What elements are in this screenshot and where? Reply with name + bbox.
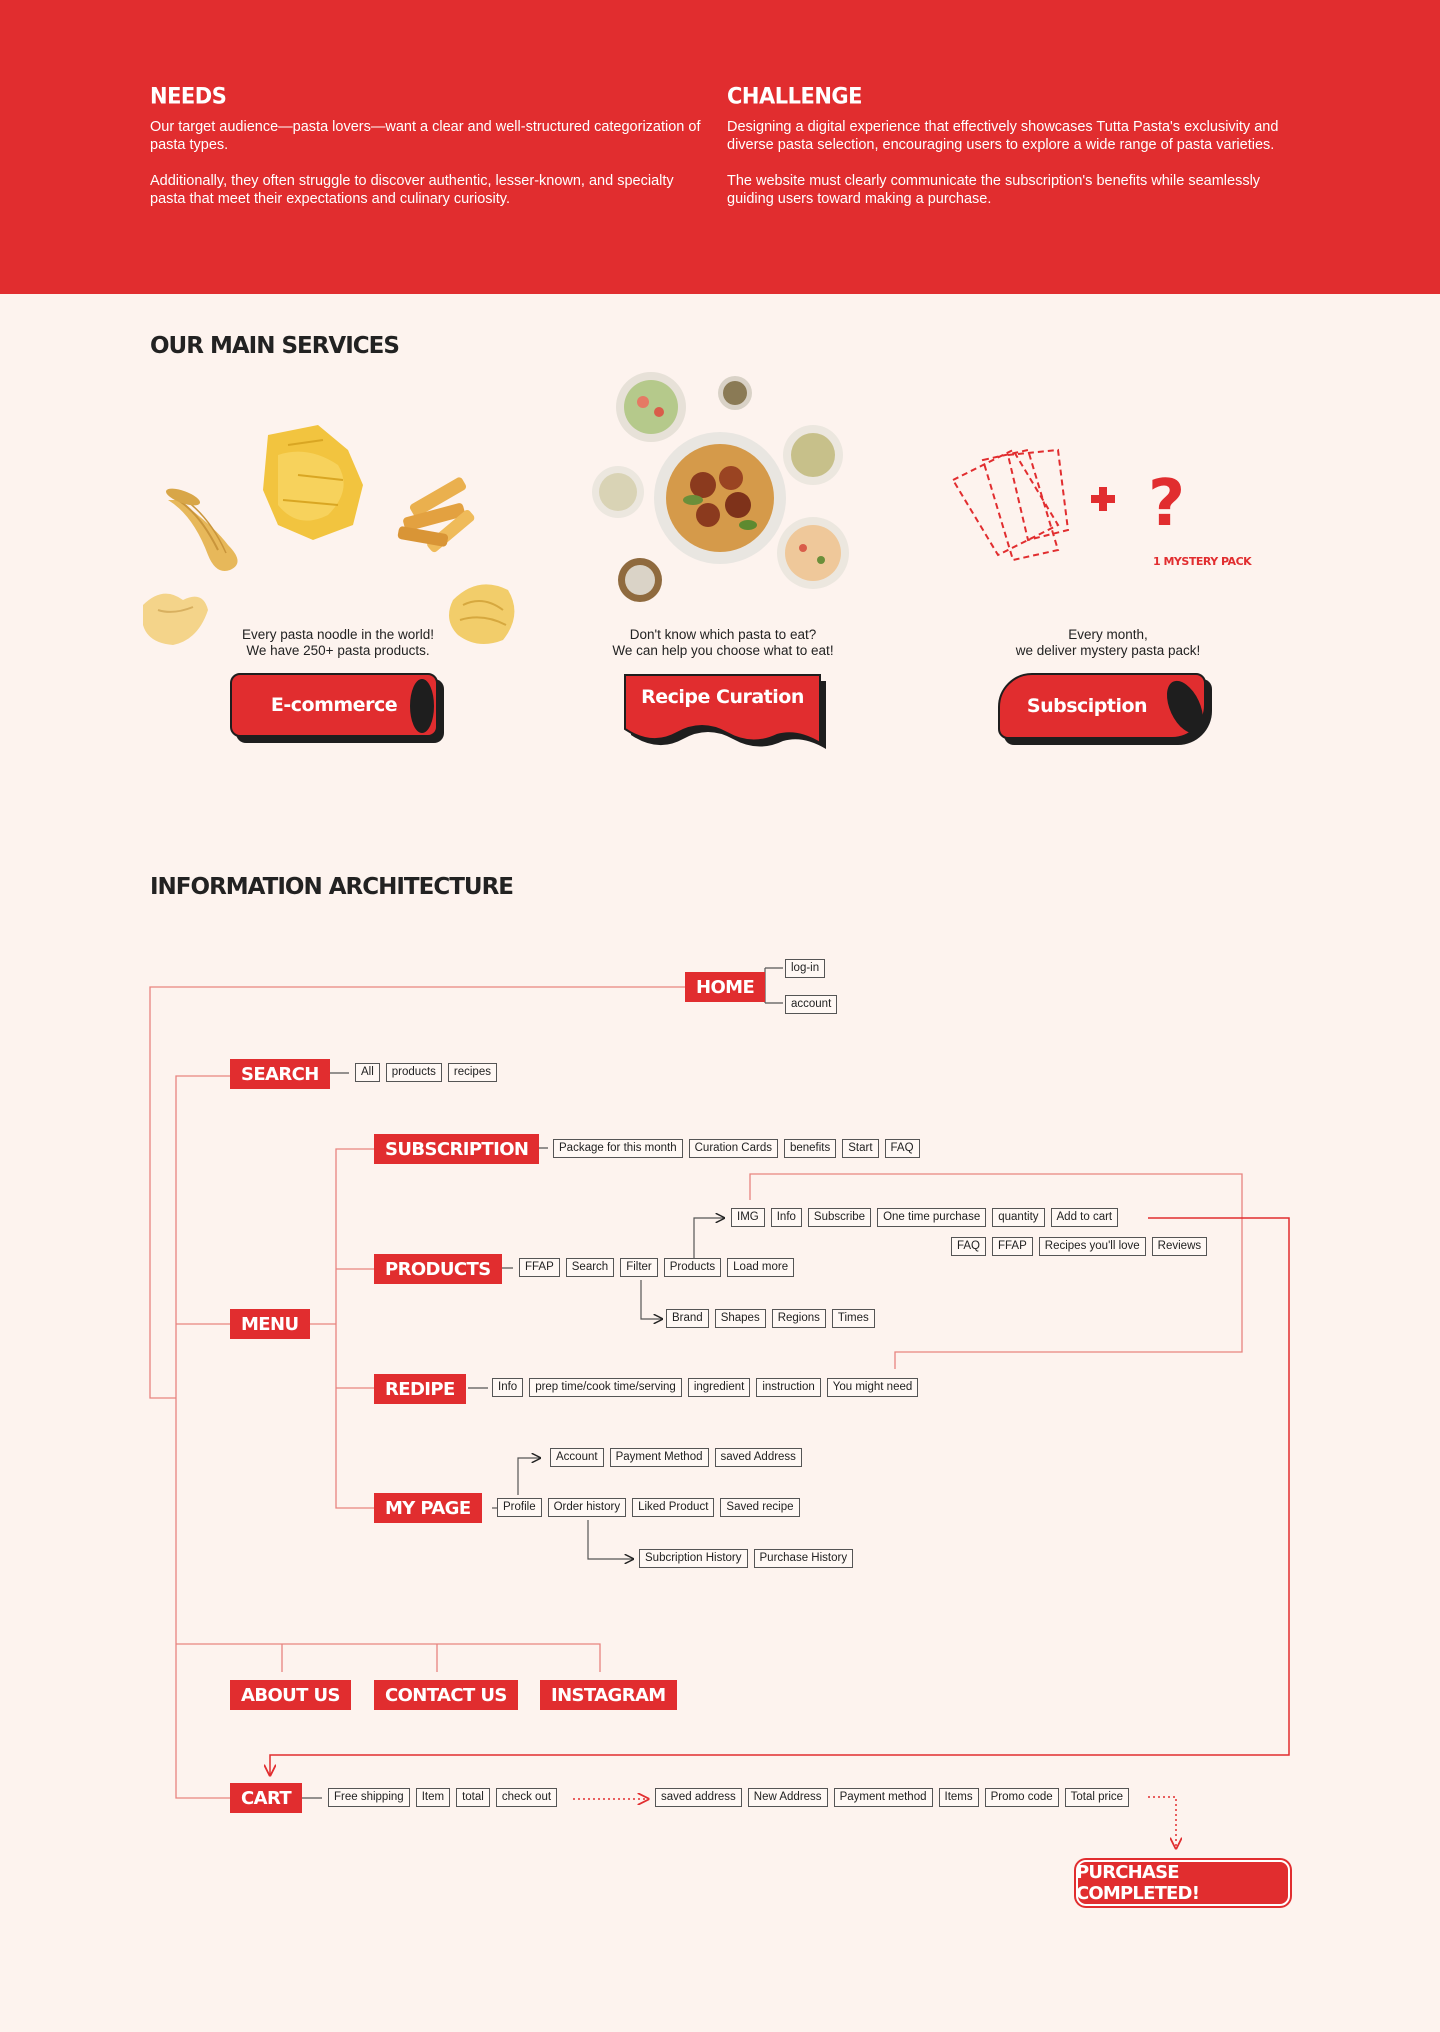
- products-products-item[interactable]: Products: [664, 1258, 721, 1277]
- mypage-profile-item[interactable]: Profile: [497, 1498, 542, 1517]
- search-items: [355, 1063, 497, 1082]
- challenge-block: [727, 84, 1307, 226]
- history-subscription-item[interactable]: Subcription History: [639, 1549, 748, 1568]
- product-reviews-item[interactable]: Reviews: [1152, 1237, 1207, 1256]
- mypage-order-history-item[interactable]: Order history: [548, 1498, 626, 1517]
- plus-icon: [1091, 487, 1115, 511]
- checkout-items: [655, 1788, 1129, 1807]
- product-quantity-item[interactable]: quantity: [992, 1208, 1044, 1227]
- filter-regions-item[interactable]: Regions: [772, 1309, 826, 1328]
- subscription-curation-cards-item[interactable]: Curation Cards: [689, 1139, 778, 1158]
- mystery-pack-illustration: [948, 415, 1268, 645]
- subscription-button-label: Subsciption: [998, 673, 1206, 739]
- filter-brand-item[interactable]: Brand: [666, 1309, 709, 1328]
- profile-account-item[interactable]: Account: [550, 1448, 604, 1467]
- mypage-items: [497, 1498, 800, 1517]
- ravioli-bowl-image: [592, 466, 644, 518]
- product-one-time-purchase-item[interactable]: One time purchase: [877, 1208, 986, 1227]
- ia-my-page[interactable]: MY PAGE: [374, 1493, 482, 1523]
- subscription-caption-line-1: Every month,: [1068, 627, 1148, 642]
- subscription-caption-line-2: we deliver mystery pasta pack!: [1015, 643, 1201, 658]
- service-subscription: [918, 375, 1298, 755]
- cart-checkout-item[interactable]: check out: [496, 1788, 557, 1807]
- sauce-bowl-image: [718, 376, 752, 410]
- subscription-items: [553, 1139, 920, 1158]
- checkout-new-address-item[interactable]: New Address: [748, 1788, 828, 1807]
- filter-times-item[interactable]: Times: [832, 1309, 875, 1328]
- mypage-saved-recipe-item[interactable]: Saved recipe: [720, 1498, 799, 1517]
- recipe-instruction-item[interactable]: instruction: [756, 1378, 820, 1397]
- products-ffap-item[interactable]: FFAP: [519, 1258, 560, 1277]
- mypage-liked-product-item[interactable]: Liked Product: [632, 1498, 714, 1517]
- purchase-completed-label: PURCHASE COMPLETED!: [1076, 1862, 1200, 1904]
- ia-search[interactable]: SEARCH: [230, 1059, 330, 1089]
- mystery-pack-cards: [953, 450, 1068, 560]
- product-ffap-item[interactable]: FFAP: [992, 1237, 1033, 1256]
- product-faq-item[interactable]: FAQ: [951, 1237, 986, 1256]
- checkout-total-price-item[interactable]: Total price: [1065, 1788, 1129, 1807]
- ia-title: INFORMATION ARCHITECTURE: [150, 874, 514, 900]
- dishes-illustration: [563, 370, 863, 620]
- product-img-item[interactable]: IMG: [731, 1208, 765, 1227]
- subscription-benefits-item[interactable]: benefits: [784, 1139, 836, 1158]
- ecommerce-caption-line-1: Every pasta noodle in the world!: [241, 627, 435, 642]
- recipe-caption-line-2: We can help you choose what to eat!: [612, 643, 834, 658]
- pasta-salad-bowl-image: [777, 517, 849, 589]
- recipe-you-might-need-item[interactable]: You might need: [827, 1378, 919, 1397]
- main-dish-image: [654, 432, 786, 564]
- ia-cart[interactable]: CART: [230, 1783, 302, 1813]
- history-purchase-item[interactable]: Purchase History: [754, 1549, 854, 1568]
- ecommerce-caption: [148, 627, 528, 659]
- recipe-info-item[interactable]: Info: [492, 1378, 523, 1397]
- needs-challenge-banner: [0, 0, 1440, 294]
- salad-bowl-image: [616, 372, 686, 442]
- product-add-to-cart-item[interactable]: Add to cart: [1051, 1208, 1119, 1227]
- mystery-pack-label: 1 MYSTERY PACK: [1153, 555, 1252, 568]
- services-title: OUR MAIN SERVICES: [150, 333, 399, 359]
- checkout-saved-address-item[interactable]: saved address: [655, 1788, 742, 1807]
- recipe-ingredient-item[interactable]: ingredient: [688, 1378, 751, 1397]
- profile-saved-address-item[interactable]: saved Address: [715, 1448, 802, 1467]
- ia-menu[interactable]: MENU: [230, 1309, 310, 1339]
- ecommerce-button-label: E-commerce: [230, 673, 438, 737]
- rice-bowl-image: [618, 558, 662, 602]
- recipe-caption: [533, 627, 913, 659]
- home-account-item[interactable]: account: [785, 995, 837, 1014]
- checkout-promo-code-item[interactable]: Promo code: [985, 1788, 1059, 1807]
- needs-title: NEEDS: [150, 83, 227, 109]
- needs-block: [150, 84, 710, 226]
- cart-total-item[interactable]: total: [456, 1788, 490, 1807]
- product-detail-secondary-items: [951, 1237, 1207, 1256]
- spaghetti-bundle-image: [164, 485, 237, 571]
- mypage-history-items: [639, 1549, 853, 1568]
- service-recipe-curation: [533, 375, 913, 755]
- product-recipes-item[interactable]: Recipes you'll love: [1039, 1237, 1146, 1256]
- needs-paragraph-1: Our target audience—pasta lovers—want a clear and well-structured categorization of pasta types.: [150, 119, 701, 153]
- cart-items: [328, 1788, 557, 1807]
- recipe-curation-button-label: Recipe Curation: [641, 686, 804, 708]
- search-products-item[interactable]: products: [386, 1063, 442, 1082]
- pasta-illustration: [138, 405, 518, 655]
- needs-paragraph-2: Additionally, they often struggle to discover authentic, lesser-known, and specialty pasta that meet their expectations and culinary curiosity.: [150, 173, 674, 207]
- ia-home[interactable]: HOME: [685, 972, 765, 1002]
- home-login-item[interactable]: log-in: [785, 959, 825, 978]
- subscription-start-item[interactable]: Start: [842, 1139, 878, 1158]
- ia-about-us[interactable]: ABOUT US: [230, 1680, 351, 1710]
- products-items: [519, 1258, 794, 1277]
- recipe-items: [492, 1378, 918, 1397]
- ia-products[interactable]: PRODUCTS: [374, 1254, 502, 1284]
- question-mark-icon: ?: [1148, 467, 1186, 541]
- subscription-package-item[interactable]: Package for this month: [553, 1139, 683, 1158]
- products-load-more-item[interactable]: Load more: [727, 1258, 794, 1277]
- products-filter-item[interactable]: Filter: [620, 1258, 658, 1277]
- recipe-time-item[interactable]: prep time/cook time/serving: [529, 1378, 682, 1397]
- ia-contact-us[interactable]: CONTACT US: [374, 1680, 518, 1710]
- ia-recipe[interactable]: REDIPE: [374, 1374, 466, 1404]
- ia-subscription[interactable]: SUBSCRIPTION: [374, 1134, 539, 1164]
- gnocchi-bowl-image: [783, 425, 843, 485]
- subscription-caption: [918, 627, 1298, 659]
- product-subscribe-item[interactable]: Subscribe: [808, 1208, 871, 1227]
- service-ecommerce: [148, 375, 528, 755]
- cart-item-item[interactable]: Item: [416, 1788, 450, 1807]
- filter-shapes-item[interactable]: Shapes: [715, 1309, 766, 1328]
- challenge-paragraph-2: The website must clearly communicate the subscription's benefits while seamlessly guiding users toward making a purchase.: [727, 173, 1261, 207]
- challenge-title: CHALLENGE: [727, 83, 863, 109]
- product-info-item[interactable]: Info: [771, 1208, 802, 1227]
- search-recipes-item[interactable]: recipes: [448, 1063, 497, 1082]
- recipe-caption-line-1: Don't know which pasta to eat?: [629, 627, 817, 642]
- profile-payment-method-item[interactable]: Payment Method: [610, 1448, 709, 1467]
- tube-end-icon: [410, 679, 434, 733]
- ecommerce-caption-line-2: We have 250+ pasta products.: [246, 643, 430, 658]
- product-detail-items: [731, 1208, 1118, 1227]
- pappardelle-pile-image: [263, 425, 363, 540]
- products-search-item[interactable]: Search: [566, 1258, 614, 1277]
- search-all-item[interactable]: All: [355, 1063, 380, 1082]
- checkout-items-item[interactable]: Items: [939, 1788, 979, 1807]
- penne-pile-image: [397, 476, 476, 554]
- mypage-profile-items: [550, 1448, 802, 1467]
- checkout-payment-method-item[interactable]: Payment method: [834, 1788, 933, 1807]
- ia-instagram[interactable]: INSTAGRAM: [540, 1680, 677, 1710]
- challenge-paragraph-1: Designing a digital experience that effectively showcases Tutta Pasta's exclusivity and diverse pasta selection, encouraging users to explore a wide range of pasta varieties.: [727, 119, 1279, 153]
- cart-free-shipping-item[interactable]: Free shipping: [328, 1788, 410, 1807]
- subscription-faq-item[interactable]: FAQ: [885, 1139, 920, 1158]
- products-filter-items: [666, 1309, 875, 1328]
